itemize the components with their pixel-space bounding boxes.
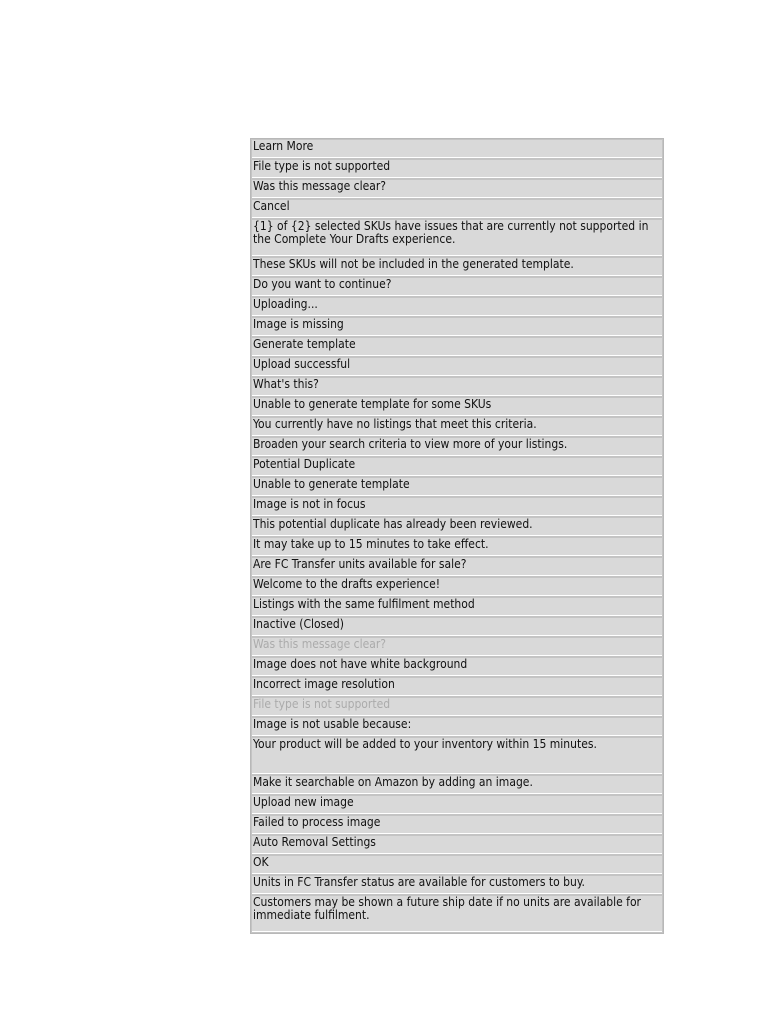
table-row: Customers may be shown a future ship date if no units are available for immediate fulfilment. bbox=[251, 895, 663, 933]
table-row: Was this message clear? bbox=[251, 179, 663, 199]
table-row: This potential duplicate has already been reviewed. bbox=[251, 517, 663, 537]
table-row: Welcome to the drafts experience! bbox=[251, 577, 663, 597]
table-row: File type is not supported bbox=[251, 159, 663, 179]
table-row: Upload new image bbox=[251, 795, 663, 815]
table-row: Image is not usable because: bbox=[251, 717, 663, 737]
table-row: These SKUs will not be included in the generated template. bbox=[251, 257, 663, 277]
table-row: File type is not supported bbox=[251, 697, 663, 717]
table-row: Cancel bbox=[251, 199, 663, 219]
string-table bbox=[250, 138, 664, 934]
table-row: Are FC Transfer units available for sale? bbox=[251, 557, 663, 577]
table-row: Listings with the same fulfilment method bbox=[251, 597, 663, 617]
table-row: Unable to generate template bbox=[251, 477, 663, 497]
table-row: Your product will be added to your inventory within 15 minutes. bbox=[251, 737, 663, 775]
table-row: Units in FC Transfer status are available for customers to buy. bbox=[251, 875, 663, 895]
table-row: Make it searchable on Amazon by adding an image. bbox=[251, 775, 663, 795]
table-row: Was this message clear? bbox=[251, 637, 663, 657]
table-row: Unable to generate template for some SKUs bbox=[251, 397, 663, 417]
table-row: Image does not have white background bbox=[251, 657, 663, 677]
table-row: Image is not in focus bbox=[251, 497, 663, 517]
table-row: Learn More bbox=[251, 139, 663, 159]
table-row: What's this? bbox=[251, 377, 663, 397]
table-row: Potential Duplicate bbox=[251, 457, 663, 477]
table-row: You currently have no listings that meet this criteria. bbox=[251, 417, 663, 437]
table-row: It may take up to 15 minutes to take effect. bbox=[251, 537, 663, 557]
table-row: {1} of {2} selected SKUs have issues that are currently not supported in the Complete Your Drafts experience. bbox=[251, 219, 663, 257]
table-row: Failed to process image bbox=[251, 815, 663, 835]
table-row: Do you want to continue? bbox=[251, 277, 663, 297]
table-row: Image is missing bbox=[251, 317, 663, 337]
table-row: Broaden your search criteria to view more of your listings. bbox=[251, 437, 663, 457]
table-row: Inactive (Closed) bbox=[251, 617, 663, 637]
table-row: Generate template bbox=[251, 337, 663, 357]
table-row: Uploading... bbox=[251, 297, 663, 317]
table-row: Upload successful bbox=[251, 357, 663, 377]
table-row: OK bbox=[251, 855, 663, 875]
table-row: Incorrect image resolution bbox=[251, 677, 663, 697]
table-row: Auto Removal Settings bbox=[251, 835, 663, 855]
